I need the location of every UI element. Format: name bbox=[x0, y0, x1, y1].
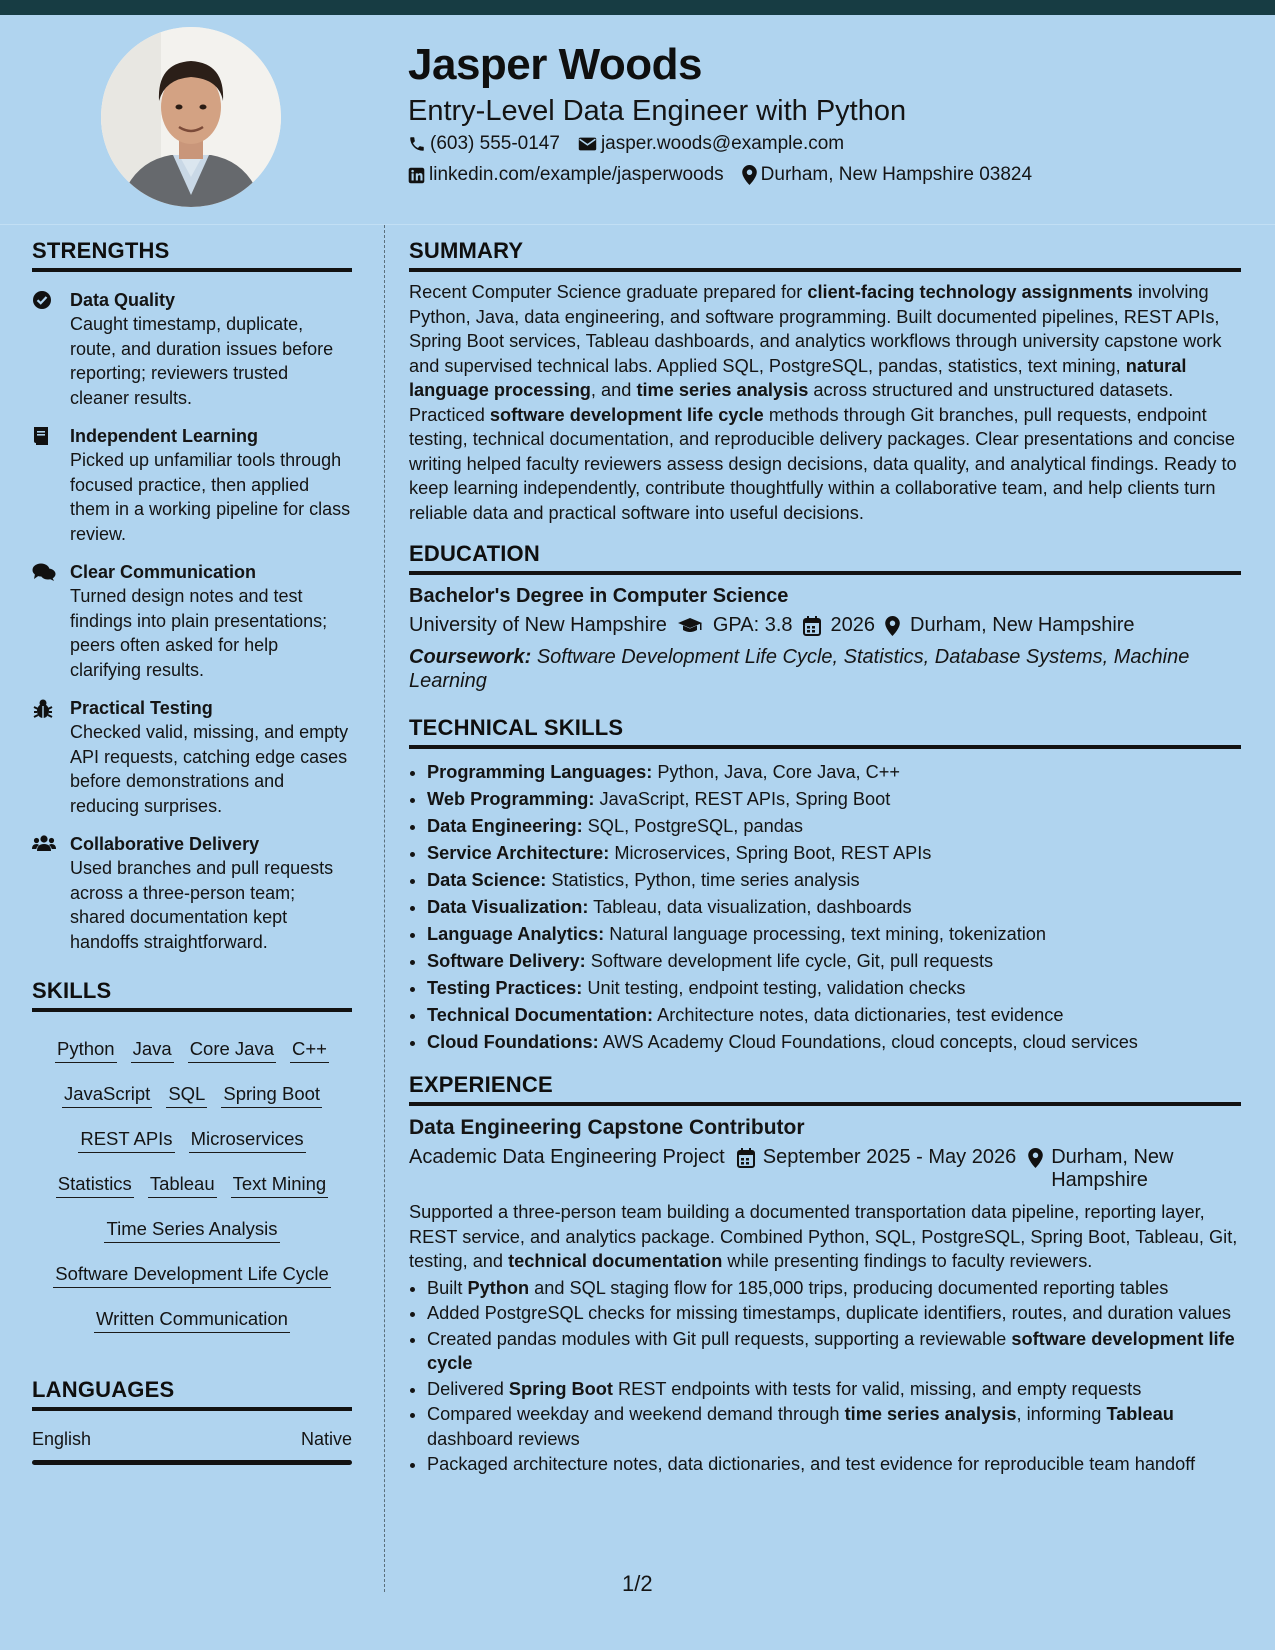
skill-tag-row bbox=[32, 1071, 352, 1116]
skill-tag: Core Java bbox=[188, 1036, 276, 1063]
calendar-icon bbox=[737, 1148, 755, 1168]
experience-heading: EXPERIENCE bbox=[409, 1072, 1241, 1106]
check-circle-icon bbox=[32, 288, 70, 410]
text-run: , and bbox=[590, 380, 637, 400]
skill-values: Unit testing, endpoint testing, validation checks bbox=[582, 978, 966, 998]
skill-values: Tableau, data visualization, dashboards bbox=[588, 897, 912, 917]
job-location: Durham, New Hampshire bbox=[1051, 1146, 1174, 1191]
job-meta bbox=[409, 1146, 1241, 1192]
experience-bullet bbox=[427, 1452, 1241, 1477]
emphasis-text: Python bbox=[467, 1277, 530, 1298]
skill-tag-row bbox=[32, 1026, 352, 1071]
skill-category: Data Engineering: bbox=[427, 816, 583, 836]
language-level-bar bbox=[32, 1460, 352, 1465]
skill-values: Architecture notes, data dictionaries, test evidence bbox=[653, 1005, 1064, 1025]
technical-skill-item bbox=[427, 921, 1241, 948]
phone-text[interactable]: (603) 555-0147 bbox=[430, 133, 560, 154]
skill-values: JavaScript, REST APIs, Spring Boot bbox=[594, 789, 891, 809]
experience-bullet bbox=[427, 1402, 1241, 1451]
emphasis-text: technical documentation bbox=[508, 1251, 723, 1271]
emphasis-text: natural language processing bbox=[409, 355, 1187, 400]
bug-icon bbox=[32, 696, 70, 818]
technical-skill-item bbox=[427, 975, 1241, 1002]
experience-bullet bbox=[427, 1377, 1241, 1402]
languages-heading: LANGUAGES bbox=[32, 1377, 352, 1411]
left-column bbox=[32, 238, 352, 1465]
job-summary bbox=[409, 1200, 1241, 1274]
emphasis-text: Spring Boot bbox=[508, 1378, 613, 1399]
strength-description: Checked valid, missing, and empty API requests, catching edge cases before demonstrations and reducing surprises. bbox=[70, 722, 349, 816]
profile-photo bbox=[101, 27, 281, 207]
skill-tag-row bbox=[32, 1116, 352, 1161]
candidate-headline: Entry-Level Data Engineer with Python bbox=[408, 95, 907, 127]
graduation-cap-icon bbox=[677, 617, 703, 635]
degree-title: Bachelor's Degree in Computer Science bbox=[409, 585, 789, 607]
strength-description: Used branches and pull requests across a three-person team; shared documentation kept handoffs straightforward. bbox=[70, 858, 334, 952]
technical-skills-list bbox=[409, 759, 1241, 1056]
skill-tag: Spring Boot bbox=[221, 1081, 322, 1108]
comments-icon bbox=[32, 560, 70, 682]
linkedin-icon bbox=[408, 167, 425, 184]
text-run: Recent Computer Science graduate prepared for bbox=[409, 282, 808, 302]
strength-description: Picked up unfamiliar tools through focused practice, then applied them in a working pipeline for class review. bbox=[70, 450, 351, 544]
skill-category: Service Architecture: bbox=[427, 843, 610, 863]
skill-tag: Text Mining bbox=[231, 1171, 329, 1198]
job-organization: Academic Data Engineering Project bbox=[409, 1146, 725, 1168]
text-run: REST endpoints with tests for valid, missing, and empty requests bbox=[612, 1378, 1142, 1399]
skill-tag: Microservices bbox=[189, 1126, 306, 1153]
technical-skill-item bbox=[427, 867, 1241, 894]
skill-values: Python, Java, Core Java, C++ bbox=[652, 762, 901, 782]
skill-tag: Written Communication bbox=[94, 1306, 290, 1333]
education-meta bbox=[409, 614, 1241, 637]
emphasis-text: time series analysis bbox=[844, 1404, 1017, 1424]
skill-tag: Python bbox=[55, 1036, 117, 1063]
top-accent-bar bbox=[0, 0, 1275, 15]
technical-skill-item bbox=[427, 786, 1241, 813]
users-icon bbox=[32, 832, 70, 954]
coursework-label: Coursework: bbox=[409, 646, 532, 668]
envelope-icon bbox=[578, 136, 597, 152]
header-divider bbox=[0, 224, 1275, 225]
strength-title: Data Quality bbox=[70, 290, 176, 310]
text-run: , informing bbox=[1016, 1404, 1107, 1424]
strength-item bbox=[32, 288, 352, 410]
coursework bbox=[409, 645, 1241, 693]
technical-skill-item bbox=[427, 759, 1241, 786]
strength-item bbox=[32, 696, 352, 818]
text-run: Built bbox=[427, 1277, 468, 1298]
strength-description: Turned design notes and test findings into plain presentations; peers often asked for help clarifying results. bbox=[70, 586, 328, 680]
location-text: Durham, New Hampshire 03824 bbox=[760, 164, 1033, 185]
skill-tag: SQL bbox=[166, 1081, 207, 1108]
technical-skill-item bbox=[427, 1029, 1241, 1056]
strengths-heading: STRENGTHS bbox=[32, 238, 352, 272]
skill-tags bbox=[32, 1026, 352, 1341]
skill-tag: Tableau bbox=[148, 1171, 217, 1198]
book-icon bbox=[32, 424, 70, 546]
school-name: University of New Hampshire bbox=[409, 614, 667, 636]
skill-values: Microservices, Spring Boot, REST APIs bbox=[609, 843, 932, 863]
text-run: methods through Git branches, pull requests, endpoint testing, technical documentation, and reproducible delivery packages. Clear presentations and concise writing helped faculty reviewers assess design decisions, data quality, and analytical findings. Ready to keep learning independently, contribute thoughtfully within a collaborative team, and help clients turn reliable data and practical software into useful decisions. bbox=[409, 404, 1237, 523]
skill-tag-row bbox=[32, 1206, 352, 1251]
strength-title: Clear Communication bbox=[70, 562, 257, 582]
school-location: Durham, New Hampshire bbox=[910, 614, 1135, 636]
experience-bullet bbox=[427, 1301, 1241, 1326]
strength-title: Independent Learning bbox=[70, 426, 259, 446]
strength-title: Practical Testing bbox=[70, 698, 213, 718]
technical-skill-item bbox=[427, 948, 1241, 975]
right-column bbox=[409, 238, 1241, 1478]
skill-values: Natural language processing, text mining, tokenization bbox=[604, 924, 1047, 944]
strength-item bbox=[32, 560, 352, 682]
skill-tag: REST APIs bbox=[78, 1126, 174, 1153]
skill-tag: JavaScript bbox=[62, 1081, 152, 1108]
technical-skills-heading: TECHNICAL SKILLS bbox=[409, 715, 1241, 749]
contact-line-1 bbox=[408, 133, 862, 155]
skills-heading: SKILLS bbox=[32, 978, 352, 1012]
language-name: English bbox=[32, 1429, 92, 1449]
skill-tag: Statistics bbox=[56, 1171, 134, 1198]
technical-skill-item bbox=[427, 1002, 1241, 1029]
calendar-icon bbox=[803, 616, 821, 636]
text-run: and SQL staging flow for 185,000 trips, producing documented reporting tables bbox=[529, 1277, 1169, 1298]
education-heading: EDUCATION bbox=[409, 541, 1241, 575]
emphasis-text: Tableau bbox=[1106, 1404, 1174, 1424]
technical-skill-item bbox=[427, 840, 1241, 867]
technical-skill-item bbox=[427, 813, 1241, 840]
strength-item bbox=[32, 424, 352, 546]
skill-tag: Time Series Analysis bbox=[104, 1216, 279, 1243]
text-run: Packaged architecture notes, data dictionaries, and test evidence for reproducible team handoff bbox=[427, 1454, 1196, 1474]
experience-bullet bbox=[427, 1327, 1241, 1376]
text-run: Added PostgreSQL checks for missing timestamps, duplicate identifiers, routes, and duration values bbox=[427, 1303, 1232, 1323]
emphasis-text: software development life cycle bbox=[427, 1328, 1235, 1373]
experience-bullet bbox=[427, 1276, 1241, 1301]
text-run: Supported a three-person team building a documented transportation data pipeline, reporting layer, REST service, and analytics package. Combined Python, SQL, PostgreSQL, Spring Boot, Tableau, Git, testing, and bbox=[409, 1202, 1238, 1271]
column-divider bbox=[384, 225, 385, 1592]
linkedin-link[interactable]: linkedin.com/example/jasperwoods bbox=[429, 164, 724, 185]
text-run: while presenting findings to faculty reviewers. bbox=[722, 1251, 1093, 1271]
skill-tag-row bbox=[32, 1296, 352, 1341]
skill-tag-row bbox=[32, 1161, 352, 1206]
skill-category: Technical Documentation: bbox=[427, 1005, 654, 1025]
strength-item bbox=[32, 832, 352, 954]
text-run: involving Python, Java, data engineering, and software programming. Built documented pipelines, REST APIs, Spring Boot services, Tableau dashboards, and analytics workflows through university capstone work and supervised technical labs. Applied SQL, PostgreSQL, pandas, statistics, text mining, bbox=[409, 282, 1222, 376]
text-run: Delivered bbox=[427, 1378, 509, 1399]
technical-skill-item bbox=[427, 894, 1241, 921]
skill-category: Language Analytics: bbox=[427, 924, 605, 944]
skill-tag: C++ bbox=[290, 1036, 329, 1063]
skill-category: Data Visualization: bbox=[427, 897, 589, 917]
language-row bbox=[32, 1429, 352, 1450]
skill-category: Testing Practices: bbox=[427, 978, 583, 998]
location-pin-icon bbox=[1028, 1148, 1043, 1168]
text-run: Compared weekday and weekend demand through bbox=[427, 1404, 845, 1424]
skill-category: Web Programming: bbox=[427, 789, 595, 809]
location-pin-icon bbox=[885, 616, 900, 636]
skill-values: Statistics, Python, time series analysis bbox=[546, 870, 860, 890]
strength-description: Caught timestamp, duplicate, route, and duration issues before reporting; reviewers trusted cleaner results. bbox=[70, 314, 334, 408]
skill-category: Data Science: bbox=[427, 870, 547, 890]
job-title: Data Engineering Capstone Contributor bbox=[409, 1116, 805, 1139]
text-run: Created pandas modules with Git pull requests, supporting a reviewable bbox=[427, 1328, 1012, 1349]
skill-category: Software Delivery: bbox=[427, 951, 586, 971]
language-level: Native bbox=[300, 1429, 352, 1449]
skill-category: Programming Languages: bbox=[427, 762, 653, 782]
text-run: dashboard reviews bbox=[427, 1428, 580, 1449]
graduation-year: 2026 bbox=[830, 614, 876, 636]
skill-tag: Java bbox=[131, 1036, 174, 1063]
phone-icon bbox=[408, 135, 426, 153]
summary-text bbox=[409, 280, 1241, 525]
emphasis-text: software development life cycle bbox=[489, 404, 764, 425]
skill-tag-row bbox=[32, 1251, 352, 1296]
job-bullets bbox=[409, 1276, 1241, 1477]
text-run: across structured and unstructured datasets. Practiced bbox=[409, 380, 1174, 425]
contact-line-2 bbox=[408, 164, 1050, 186]
skill-values: SQL, PostgreSQL, pandas bbox=[582, 816, 804, 836]
summary-heading: SUMMARY bbox=[409, 238, 1241, 272]
email-link[interactable]: jasper.woods@example.com bbox=[600, 133, 845, 154]
emphasis-text: client-facing technology assignments bbox=[807, 282, 1133, 302]
page-number: 1/2 bbox=[622, 1571, 653, 1596]
skill-category: Cloud Foundations: bbox=[427, 1032, 599, 1052]
coursework-list: Software Development Life Cycle, Statistics, Database Systems, Machine Learning bbox=[409, 646, 1190, 692]
skill-tag: Software Development Life Cycle bbox=[53, 1261, 331, 1288]
candidate-name: Jasper Woods bbox=[408, 40, 702, 89]
strengths-list bbox=[32, 288, 352, 954]
job-dates: September 2025 - May 2026 bbox=[762, 1146, 1017, 1168]
strength-title: Collaborative Delivery bbox=[70, 834, 260, 854]
skill-values: AWS Academy Cloud Foundations, cloud concepts, cloud services bbox=[598, 1032, 1138, 1052]
skill-values: Software development life cycle, Git, pull requests bbox=[585, 951, 994, 971]
gpa-text: GPA: 3.8 bbox=[712, 614, 793, 636]
emphasis-text: time series analysis bbox=[636, 380, 809, 400]
location-pin-icon bbox=[742, 165, 757, 185]
